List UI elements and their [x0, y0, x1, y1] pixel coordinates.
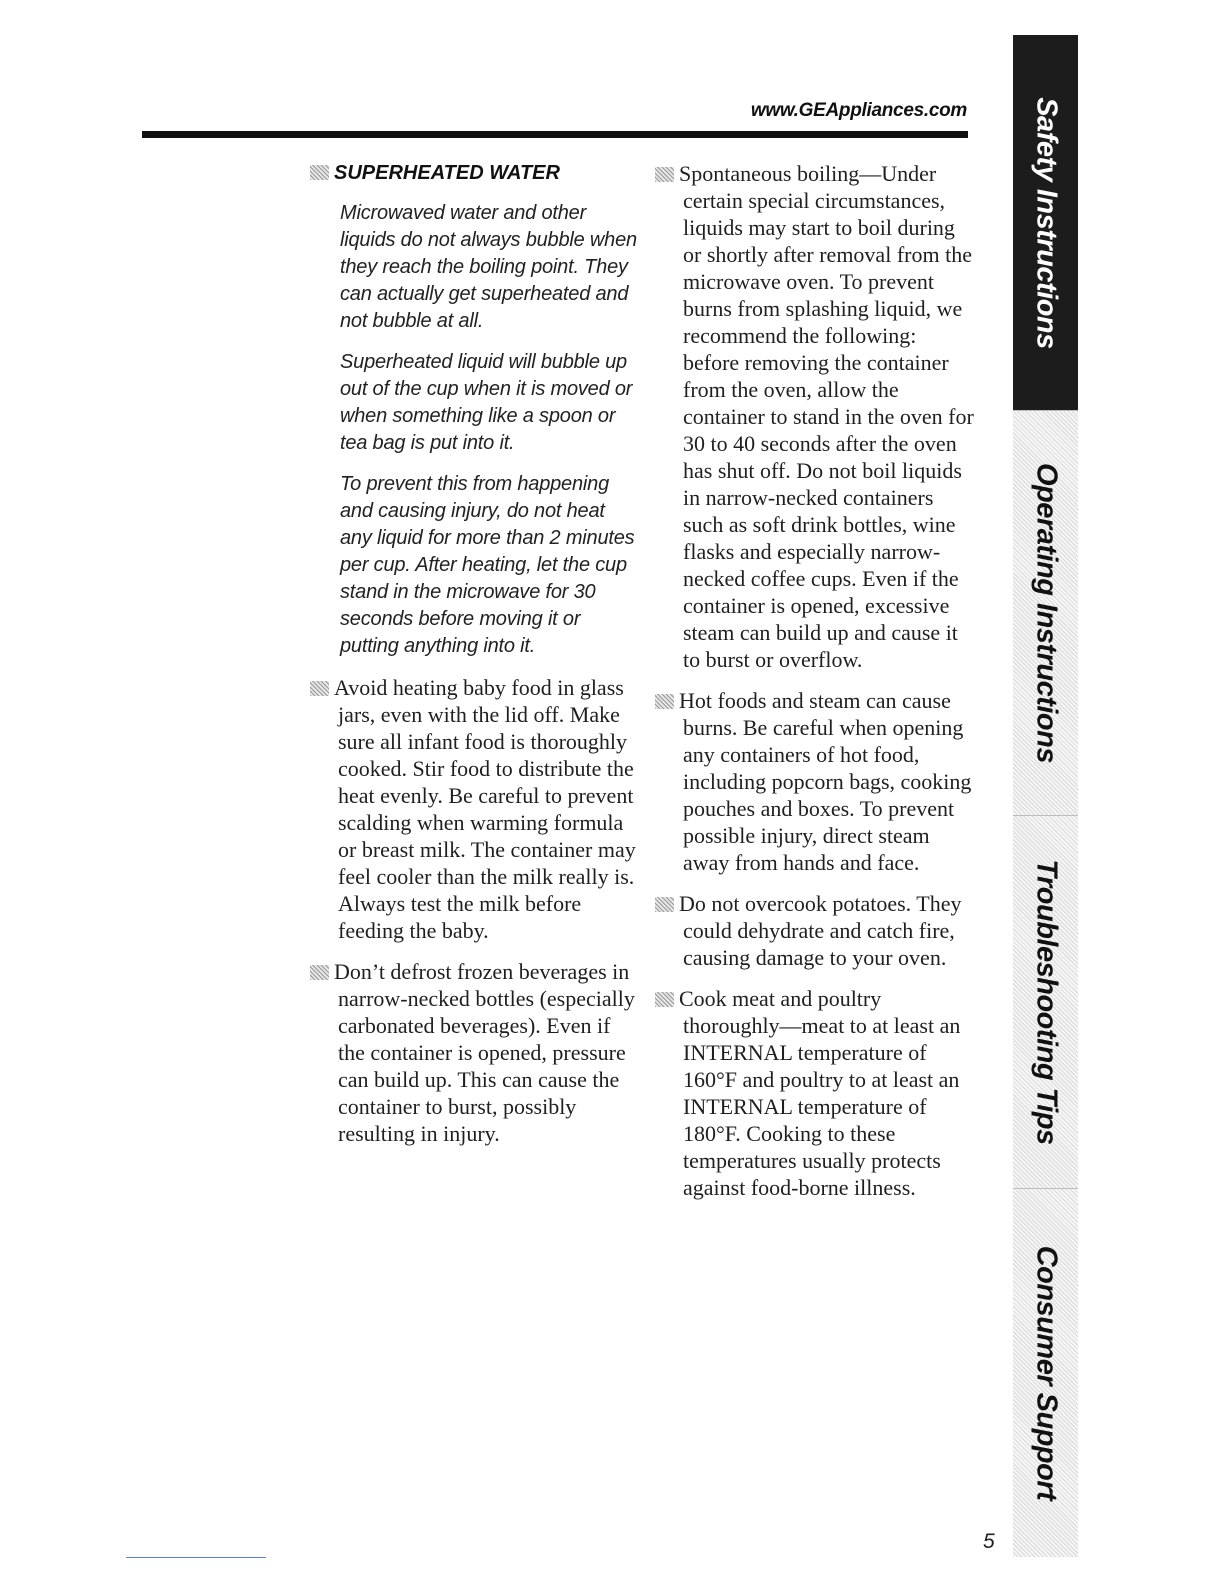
bullet-item	[655, 160, 975, 673]
bullet-item	[655, 890, 975, 971]
tab-troubleshooting-tips[interactable]	[1013, 816, 1078, 1189]
bullet-item-text: Avoid heating baby food in glass jars, even with the lid off. Make sure all infant food is thoroughly cooked. Stir food to distribute the heat evenly. Be careful to prevent scalding when warming formula or breast milk. The container may feel cooler than the milk really is. Always test the milk before feeding the baby.	[334, 675, 636, 943]
bullet-item	[310, 958, 640, 1147]
bullet-item	[310, 674, 640, 944]
tab-label: Operating Instructions	[1030, 463, 1062, 763]
bullet-icon	[655, 897, 674, 912]
bullet-item	[655, 985, 975, 1201]
italic-paragraph: Superheated liquid will bubble up out of the cup when it is moved or when something like a spoon or tea bag is put into it.	[340, 351, 633, 454]
header-rule	[142, 131, 968, 138]
bullet-item-text: Spontaneous boiling—Under certain special circumstances, liquids may start to boil during or shortly after removal from the microwave oven. To prevent burns from splashing liquid, we recommend the following: before removing the container from the oven, allow the container to stand in the oven for 30 to 40 seconds after the oven has shut off. Do not boil liquids in narrow-necked containers such as soft drink bottles, wine flasks and especially narrow-necked coffee cups. Even if the container is opened, excessive steam can build up and cause it to burst or overflow.	[679, 161, 974, 672]
bullet-icon	[655, 992, 674, 1007]
page-number: 5	[983, 1530, 995, 1553]
italic-paragraph: To prevent this from happening and causing injury, do not heat any liquid for more than 2 minutes per cup. After heating, let the cup stand in the microwave for 30 seconds before moving it or putting anything into it.	[340, 473, 635, 657]
bullet-item-text: Cook meat and poultry thoroughly—meat to at least an INTERNAL temperature of 160°F and poultry to at least an INTERNAL temperature of 180°F. Cooking to these temperatures usually protects against food-borne illness.	[679, 986, 961, 1200]
bullet-item	[655, 687, 975, 876]
section-heading	[310, 160, 640, 186]
tab-safety-instructions[interactable]	[1013, 35, 1078, 411]
tab-label: Troubleshooting Tips	[1030, 859, 1062, 1145]
bullet-icon	[655, 694, 674, 709]
section-tabs	[1013, 35, 1078, 1557]
left-column	[310, 160, 640, 1161]
tab-label: Safety Instructions	[1030, 96, 1062, 349]
bullet-icon	[310, 965, 329, 980]
bullet-item-text: Hot foods and steam can cause burns. Be careful when opening any containers of hot food, including popcorn bags, cooking pouches and boxes. To prevent possible injury, direct steam away from hands and face.	[679, 688, 972, 875]
bullet-icon	[655, 167, 674, 182]
right-column	[655, 160, 975, 1215]
tab-consumer-support[interactable]	[1013, 1189, 1078, 1557]
italic-paragraph: Microwaved water and other liquids do not always bubble when they reach the boiling point. They can actually get superheated and not bubble at all.	[340, 202, 637, 332]
website-url: www.GEAppliances.com	[750, 100, 967, 121]
bullet-icon	[310, 681, 329, 696]
superheated-water-heading: SUPERHEATED WATER	[334, 162, 560, 184]
tab-label: Consumer Support	[1030, 1245, 1062, 1501]
bullet-icon	[310, 165, 329, 180]
footer-line	[126, 1557, 266, 1558]
tab-operating-instructions[interactable]	[1013, 411, 1078, 816]
bullet-item-text: Do not overcook potatoes. They could dehydrate and catch fire, causing damage to your oven.	[679, 891, 962, 970]
bullet-item-text: Don’t defrost frozen beverages in narrow-necked bottles (especially carbonated beverages). Even if the container is opened, pressure can build up. This can cause the container to burst, possibly resulting in injury.	[334, 959, 635, 1146]
